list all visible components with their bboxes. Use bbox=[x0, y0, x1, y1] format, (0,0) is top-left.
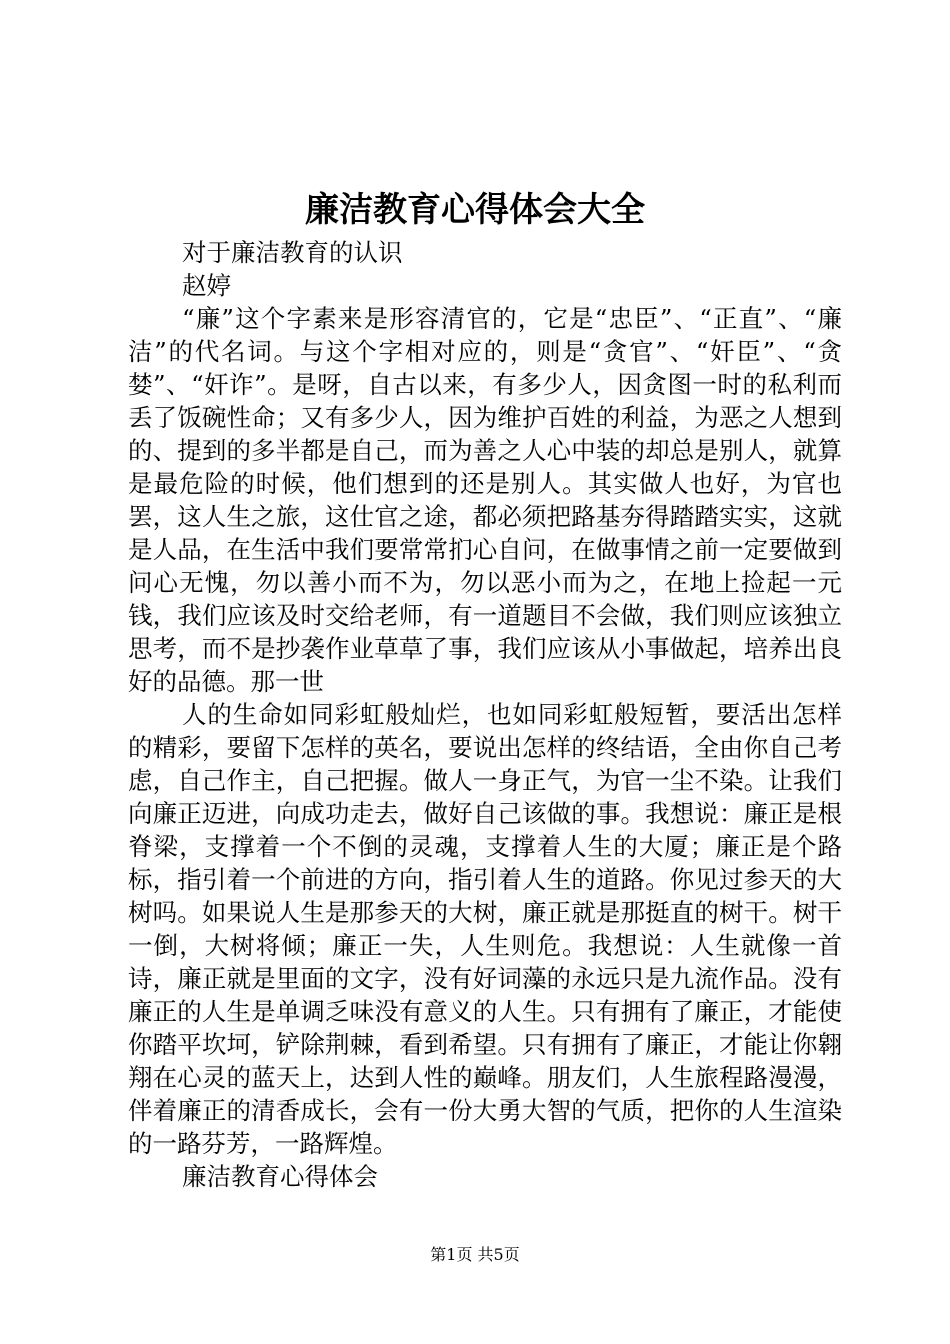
section-heading: 廉洁教育心得体会 bbox=[182, 1162, 378, 1191]
body-paragraph-2: 人的生命如同彩虹般灿烂，也如同彩虹般短暂，要活出怎样的精彩，要留下怎样的英名，要说出怎样的终结语，全由你自己考虑，自己作主，自己把握。做人一身正气，为官一尘不染。让我们向廉正迈进，向成功走去，做好自己该做的事。我想说：廉正是根脊梁，支撑着一个不倒的灵魂，支撑着人生的大厦；廉正是个路标，指引着一个前进的方向，指引着人生的道路。你见过参天的大树吗。如果说人生是那参天的大树，廉正就是那挺直的树干。树干一倒，大树将倾；廉正一失，人生则危。我想说：人生就像一首诗，廉正就是里面的文字，没有好词藻的永远只是九流作品。没有廉正的人生是单调乏味没有意义的人生。只有拥有了廉正，才能使你踏平坎坷，铲除荆棘，看到希望。只有拥有了廉正，才能让你翱翔在心灵的蓝天上，达到人性的巅峰。朋友们，人生旅程路漫漫，伴着廉正的清香成长，会有一份大勇大智的气质，把你的人生渲染的一路芬芳，一路辉煌。 bbox=[128, 700, 842, 1158]
body-paragraph-1: “廉”这个字素来是形容清官的，它是“忠臣”、“正直”、“廉洁”的代名词。与这个字相对应的，则是“贪官”、“奸臣”、“贪婪”、“奸诈”。是呀，自古以来，有多少人，因贪图一时的私利而丢了饭碗性命；又有多少人，因为维护百姓的利益，为恶之人想到的、提到的多半都是自己，而为善之人心中装的却总是别人，就算是最危险的时候，他们想到的还是别人。其实做人也好，为官也罢，这人生之旅，这仕官之途，都必须把路基夯得踏踏实实，这就是人品，在生活中我们要常常扪心自问，在做事情之前一定要做到问心无愧，勿以善小而不为，勿以恶小而为之，在地上捡起一元钱，我们应该及时交给老师，有一道题目不会做，我们则应该独立思考，而不是抄袭作业草草了事，我们应该从小事做起，培养出良好的品德。那一世 bbox=[128, 304, 842, 696]
document-title: 廉洁教育心得体会大全 bbox=[305, 190, 645, 230]
document-body bbox=[128, 236, 842, 1193]
document-author: 赵婷 bbox=[182, 271, 231, 300]
page-indicator: 第1页 共5页 bbox=[430, 1245, 520, 1264]
page-footer bbox=[0, 1244, 950, 1266]
document-subtitle: 对于廉洁教育的认识 bbox=[182, 238, 403, 267]
